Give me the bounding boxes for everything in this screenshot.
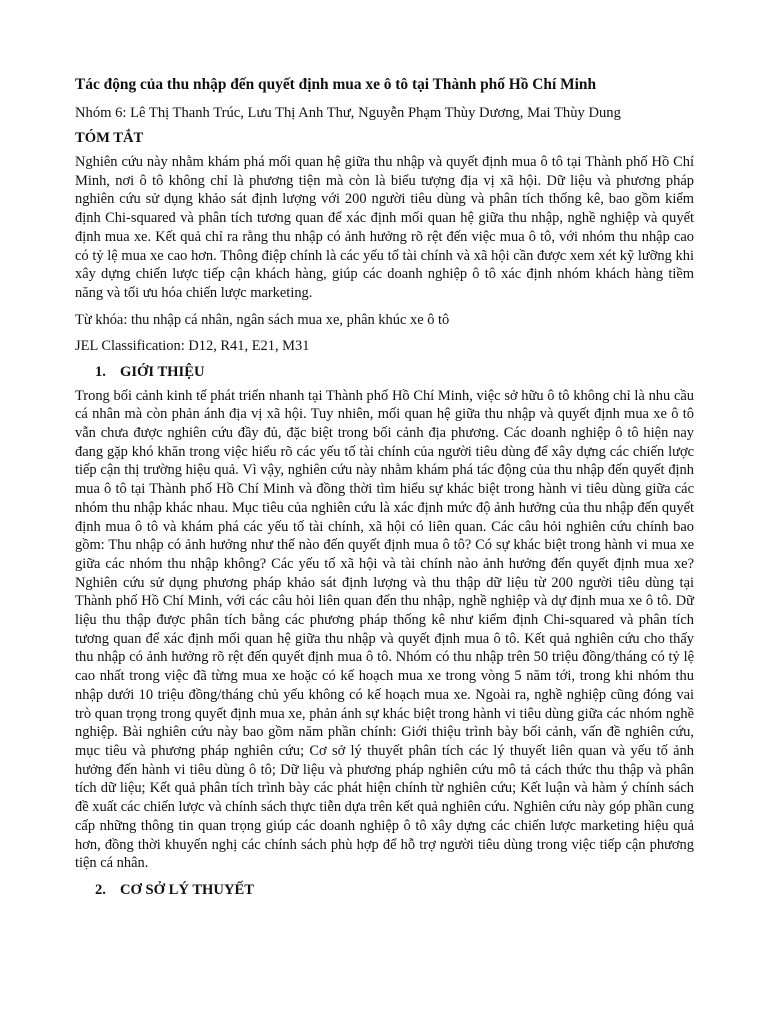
jel-classification-line: JEL Classification: D12, R41, E21, M31 — [75, 337, 310, 354]
section-number: 2. — [95, 881, 106, 898]
abstract-text: Nghiên cứu này nhằm khám phá mối quan hệ giữa thu nhập và quyết định mua ô tô tại Thành phố Hồ Chí Minh, nơi ô tô không chỉ là phương tiện mà còn là biểu tượng địa vị xã hội. Dữ liệu và phương pháp nghiên cứu sử dụng khảo sát định lượng với 200 người tiêu dùng và phân tích thống kê, bao gồm kiểm định Chi-squared và phân tích tương quan để xác định mối quan hệ giữa thu nhập, nghề nghiệp và quyết định mua xe. Kết quả chỉ ra rằng thu nhập có ảnh hưởng rõ rệt đến việc mua ô tô, với nhóm thu nhập cao có tỷ lệ mua xe cao hơn. Thông điệp chính là các yếu tố tài chính và xã hội cần được xem xét kỹ lưỡng khi xây dựng chiến lược tiếp cận khách hàng, giúp các doanh nghiệp ô tô xác định nhóm khách hàng tiềm năng và tối ưu hóa chiến lược marketing. — [75, 154, 694, 301]
paper-page — [75, 74, 694, 905]
keywords-line: Từ khóa: thu nhập cá nhân, ngân sách mua xe, phân khúc xe ô tô — [75, 311, 450, 328]
section-title: CƠ SỞ LÝ THUYẾT — [120, 881, 254, 898]
introduction-body: Trong bối cảnh kinh tế phát triển nhanh tại Thành phố Hồ Chí Minh, việc sở hữu ô tô không chỉ là nhu cầu cá nhân mà còn phản ánh địa vị xã hội. Tuy nhiên, mối quan hệ giữa thu nhập và quyết định mua xe ô tô vẫn chưa được nghiên cứu đầy đủ, đặc biệt trong bối cảnh địa phương. Các doanh nghiệp ô tô hiện nay đang gặp khó khăn trong việc hiểu rõ các yếu tố tài chính của người tiêu dùng để xây dựng các chiến lược tiếp cận thị trường hiệu quả. Vì vậy, nghiên cứu này nhằm khám phá tác động của thu nhập đến quyết định mua ô tô tại Thành phố Hồ Chí Minh và đồng thời tìm hiểu sự khác biệt trong hành vi tiêu dùng giữa các nhóm thu nhập khác nhau. Mục tiêu của nghiên cứu là xác định mức độ ảnh hưởng của thu nhập đến quyết định mua ô tô và khám phá các yếu tố tài chính, xã hội có liên quan. Các câu hỏi nghiên cứu chính bao gồm: Thu nhập có ảnh hưởng như thế nào đến quyết định mua ô tô? Có sự khác biệt trong hành vi mua xe giữa các nhóm thu nhập không? Các yếu tố xã hội và tài chính nào ảnh hưởng đến quyết định mua xe? Nghiên cứu sử dụng phương pháp khảo sát định lượng và thu thập dữ liệu từ 200 người tiêu dùng tại Thành phố Hồ Chí Minh, với các câu hỏi liên quan đến thu nhập, nghề nghiệp và dự định mua xe ô tô. Dữ liệu thu thập được phân tích bằng các phương pháp thống kê như kiểm định Chi-squared và phân tích tương quan để xác định mối quan hệ giữa thu nhập và quyết định mua ô tô. Kết quả nghiên cứu cho thấy thu nhập có ảnh hưởng rõ rệt đến quyết định mua ô tô. Nhóm có thu nhập trên 50 triệu đồng/tháng có tỷ lệ cao nhất trong việc đã từng mua xe hoặc có kế hoạch mua xe trong vòng 5 năm tới, trong khi nhóm thu nhập dưới 10 triệu đồng/tháng chủ yếu không có kế hoạch mua xe. Ngoài ra, nghề nghiệp cũng đóng vai trò quan trọng trong quyết định mua xe, phản ánh sự khác biệt trong hành vi tiêu dùng giữa các nhóm nghề nghiệp. Bài nghiên cứu này bao gồm năm phần chính: Giới thiệu trình bày bối cảnh, vấn đề nghiên cứu, mục tiêu và phương pháp nghiên cứu; Cơ sở lý thuyết phân tích các lý thuyết liên quan và yếu tố ảnh hưởng đến hành vi tiêu dùng ô tô; Dữ liệu và phương pháp nghiên cứu mô tả cách thức thu thập và phân tích dữ liệu; Kết quả phân tích trình bày các phát hiện chính từ nghiên cứu; Kết luận và hàm ý chính sách đề xuất các chiến lược và chính sách thực tiễn dựa trên kết quả nghiên cứu. Nghiên cứu này góp phần cung cấp những thông tin quan trọng giúp các doanh nghiệp ô tô xây dựng các chiến lược marketing hiệu quả hơn, đồng thời khuyến nghị các chính sách phù hợp để hỗ trợ người tiêu dùng trong việc tiếp cận phương tiện cá nhân. — [75, 387, 694, 872]
section-heading-introduction — [75, 361, 694, 383]
section-number: 1. — [95, 363, 106, 380]
section-title: GIỚI THIỆU — [120, 363, 205, 380]
section-heading-theory — [75, 879, 694, 901]
paper-title: Tác động của thu nhập đến quyết định mua xe ô tô tại Thành phố Hồ Chí Minh — [75, 76, 597, 93]
abstract-heading: TÓM TẮT — [75, 130, 144, 146]
author-list: Nhóm 6: Lê Thị Thanh Trúc, Lưu Thị Anh Thư, Nguyễn Phạm Thùy Dương, Mai Thùy Dung — [75, 105, 621, 121]
